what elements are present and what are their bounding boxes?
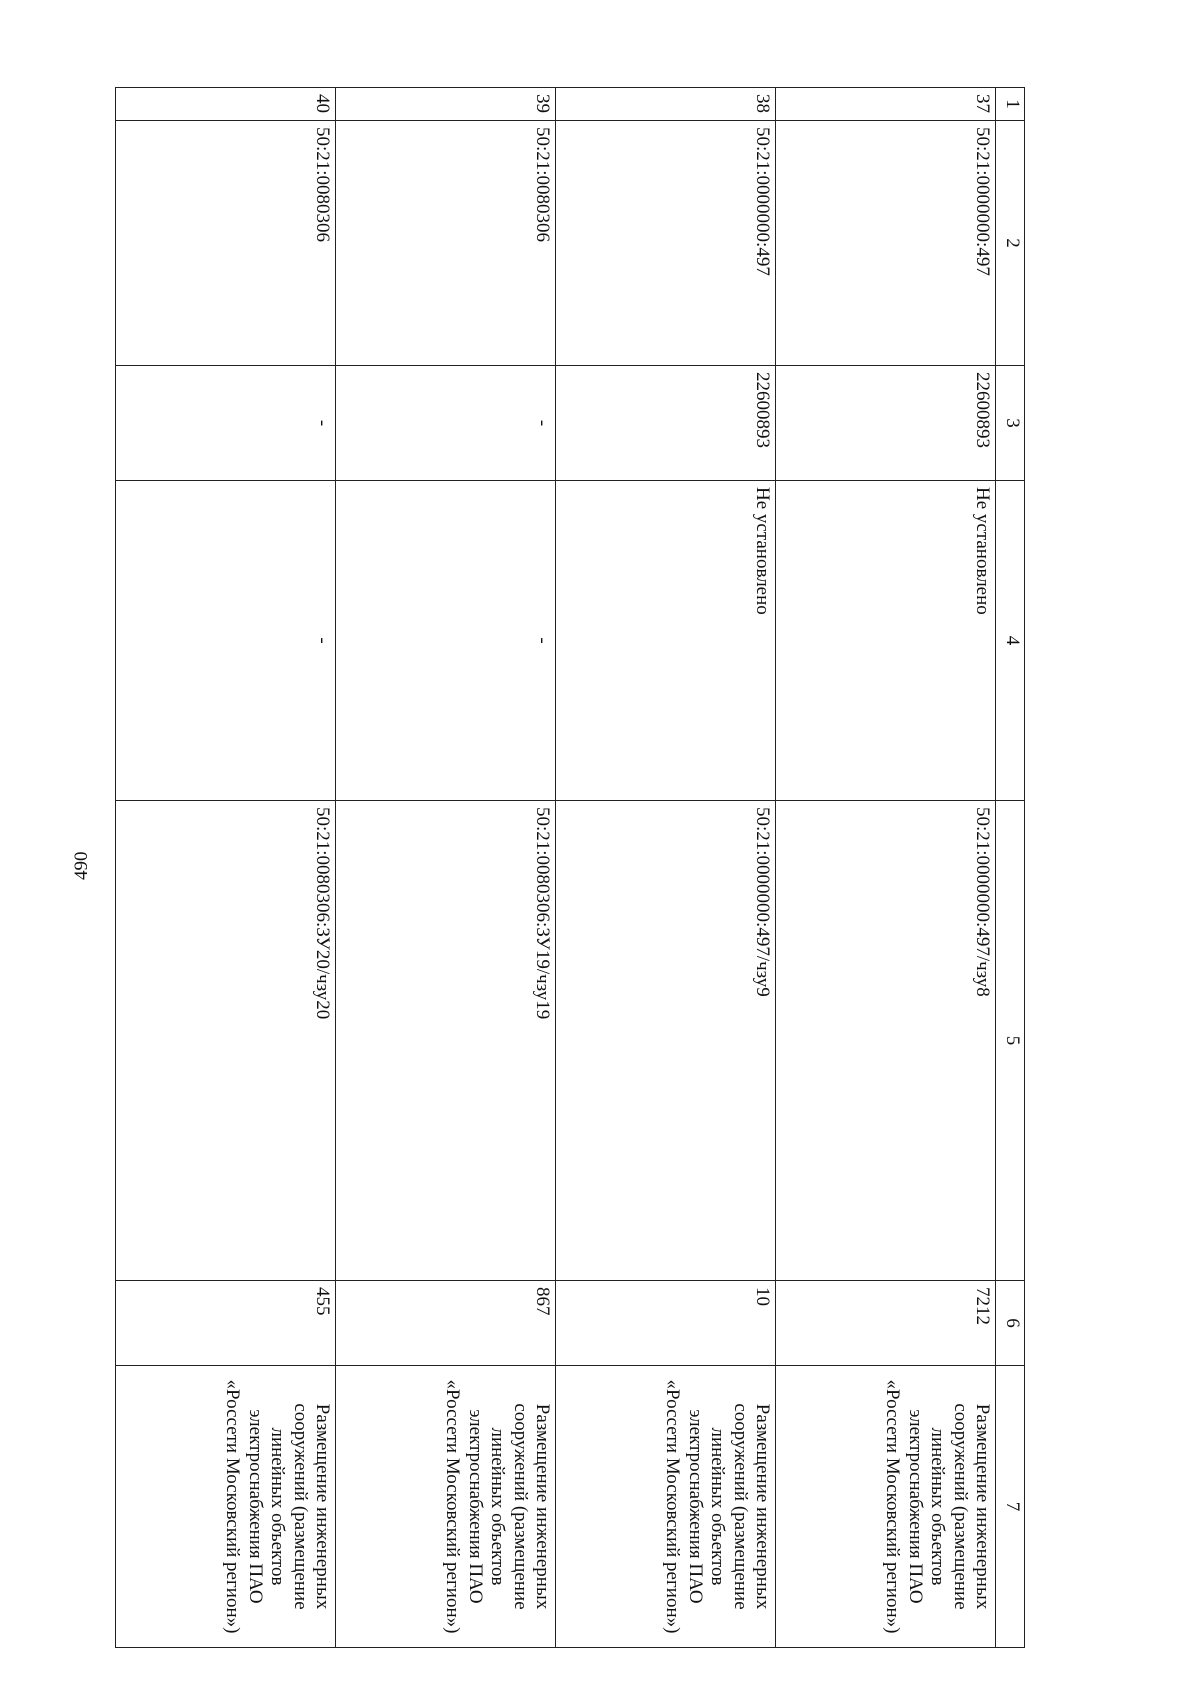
cadastral-block: 50:21:0080306 (336, 121, 556, 366)
header-col-6: 6 (996, 1281, 1025, 1366)
header-col-2: 2 (996, 121, 1025, 366)
cadastral-block: 50:21:0000000:497 (556, 121, 776, 366)
header-col-7: 7 (996, 1366, 1025, 1648)
table-row (776, 88, 996, 1648)
header-col-1: 1 (996, 88, 1025, 121)
encumbrance-status: - (116, 481, 336, 801)
header-row (996, 88, 1025, 1648)
plot-area: 455 (116, 1281, 336, 1366)
encumbrance-status: - (336, 481, 556, 801)
plot-designation: 50:21:0000000:497/чзу9 (556, 801, 776, 1281)
land-plots-table-wrapper (115, 87, 1025, 1647)
row-number: 39 (336, 88, 556, 121)
register-number: 22600893 (776, 366, 996, 481)
plot-purpose: Размещение инженерных сооружений (размещение линейных объектов электроснабжения ПАО «Россети Московский регион») (776, 1366, 996, 1648)
header-col-5: 5 (996, 801, 1025, 1281)
page-number: 490 (71, 851, 92, 881)
table-row (336, 88, 556, 1648)
cadastral-block: 50:21:0080306 (116, 121, 336, 366)
encumbrance-status: Не установлено (556, 481, 776, 801)
register-number: - (116, 366, 336, 481)
cadastral-block: 50:21:0000000:497 (776, 121, 996, 366)
plot-designation: 50:21:0000000:497/чзу8 (776, 801, 996, 1281)
row-number: 37 (776, 88, 996, 121)
encumbrance-status: Не установлено (776, 481, 996, 801)
row-number: 38 (556, 88, 776, 121)
plot-area: 7212 (776, 1281, 996, 1366)
plot-designation: 50:21:0080306:ЗУ20/чзу20 (116, 801, 336, 1281)
plot-area: 867 (336, 1281, 556, 1366)
land-plots-table (115, 87, 1025, 1648)
plot-designation: 50:21:0080306:ЗУ19/чзу19 (336, 801, 556, 1281)
plot-area: 10 (556, 1281, 776, 1366)
plot-purpose: Размещение инженерных сооружений (размещение линейных объектов электроснабжения ПАО «Россети Московский регион») (116, 1366, 336, 1648)
row-number: 40 (116, 88, 336, 121)
plot-purpose: Размещение инженерных сооружений (размещение линейных объектов электроснабжения ПАО «Россети Московский регион») (336, 1366, 556, 1648)
register-number: 22600893 (556, 366, 776, 481)
header-col-3: 3 (996, 366, 1025, 481)
table-row (556, 88, 776, 1648)
table-row (116, 88, 336, 1648)
header-col-4: 4 (996, 481, 1025, 801)
plot-purpose: Размещение инженерных сооружений (размещение линейных объектов электроснабжения ПАО «Россети Московский регион») (556, 1366, 776, 1648)
register-number: - (336, 366, 556, 481)
